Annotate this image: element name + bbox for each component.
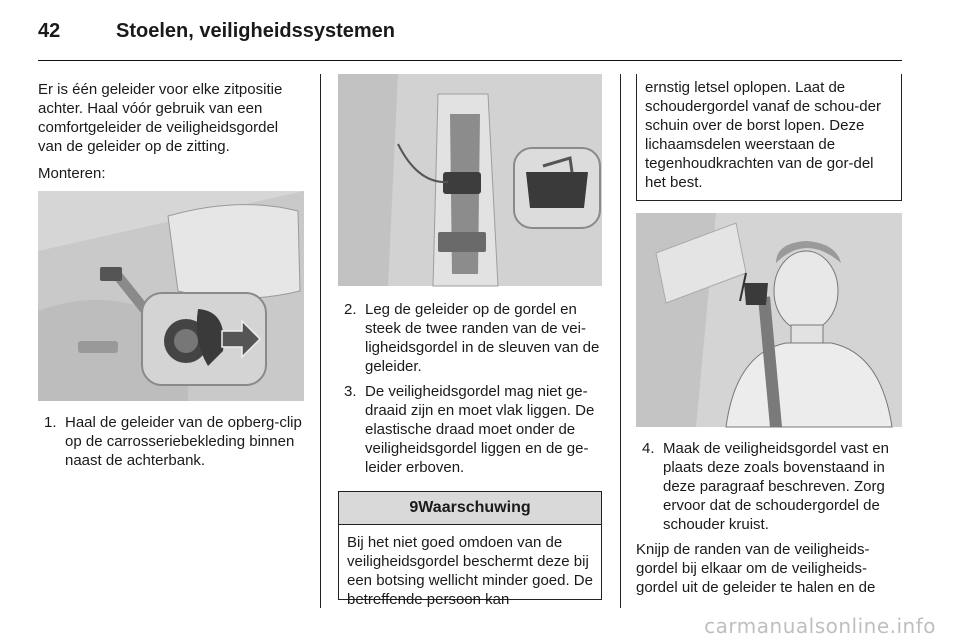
step-number: 1. — [44, 414, 57, 431]
warning-icon: 9 — [409, 499, 419, 516]
list-item — [636, 439, 902, 534]
column-3 — [636, 74, 902, 597]
warning-continued-text: ernstig letsel oplopen. Laat de schoudergordel vanaf de schou-der schuin over de borst lopen. Deze lichaamsdelen weerstaan de tegenhoudkrachten van de gor-del het best. — [645, 79, 881, 191]
figure-belt-guide — [338, 74, 602, 286]
column-1 — [38, 80, 304, 476]
list-item — [38, 413, 304, 470]
steps-list-col2 — [338, 300, 602, 477]
step-number: 4. — [642, 440, 655, 457]
column-divider-1 — [320, 74, 321, 608]
watermark: carmanualsonline.info — [704, 614, 936, 638]
header-rule — [38, 60, 902, 61]
figure-belt-worn — [636, 213, 902, 427]
figure-storage-clip — [38, 191, 304, 401]
step-text: Haal de geleider van de opberg-clip op de carrosseriebekleding binnen naast de achterbank. — [65, 414, 302, 469]
step-number: 3. — [344, 383, 357, 400]
steps-list-col1 — [38, 413, 304, 470]
warning-text: Bij het niet goed omdoen van de veiligheidsgordel beschermt deze bij een botsing wellicht minder goed. De betreffende persoon kan — [347, 534, 593, 608]
list-item — [338, 300, 602, 376]
monteren-label: Monteren: — [38, 165, 106, 182]
warning-title: Waarschuwing — [418, 499, 531, 516]
page-title: Stoelen, veiligheidssystemen — [116, 20, 395, 42]
steps-list-col3 — [636, 439, 902, 534]
step-text: Maak de veiligheidsgordel vast en plaats deze zoals bovenstaand in deze paragraaf beschreven. Zorg ervoor dat de schoudergordel de schouder kruist. — [663, 440, 889, 533]
page-number: 42 — [38, 20, 61, 42]
warning-continued-box — [636, 74, 902, 201]
step-text: Leg de geleider op de gordel en steek de twee randen van de vei-ligheidsgordel in de sleuven van de geleider. — [365, 301, 600, 375]
outro-paragraph: Knijp de randen van de veiligheids-gordel bij elkaar om de veiligheids-gordel uit de geleider te halen en de — [636, 541, 876, 596]
list-item — [338, 382, 602, 477]
column-divider-2 — [620, 74, 621, 608]
step-text: De veiligheidsgordel mag niet ge-draaid zijn en moet vlak liggen. De elastische draad moet onder de veiligheidsgordel liggen en de ge-leider erboven. — [365, 383, 595, 476]
warning-box — [338, 491, 602, 608]
step-number: 2. — [344, 301, 357, 318]
warning-header — [339, 492, 601, 525]
column-2 — [338, 74, 602, 608]
intro-paragraph: Er is één geleider voor elke zitpositie achter. Haal vóór gebruik van een comfortgeleider de veiligheidsgordel van de geleider op de zitting. — [38, 81, 283, 155]
